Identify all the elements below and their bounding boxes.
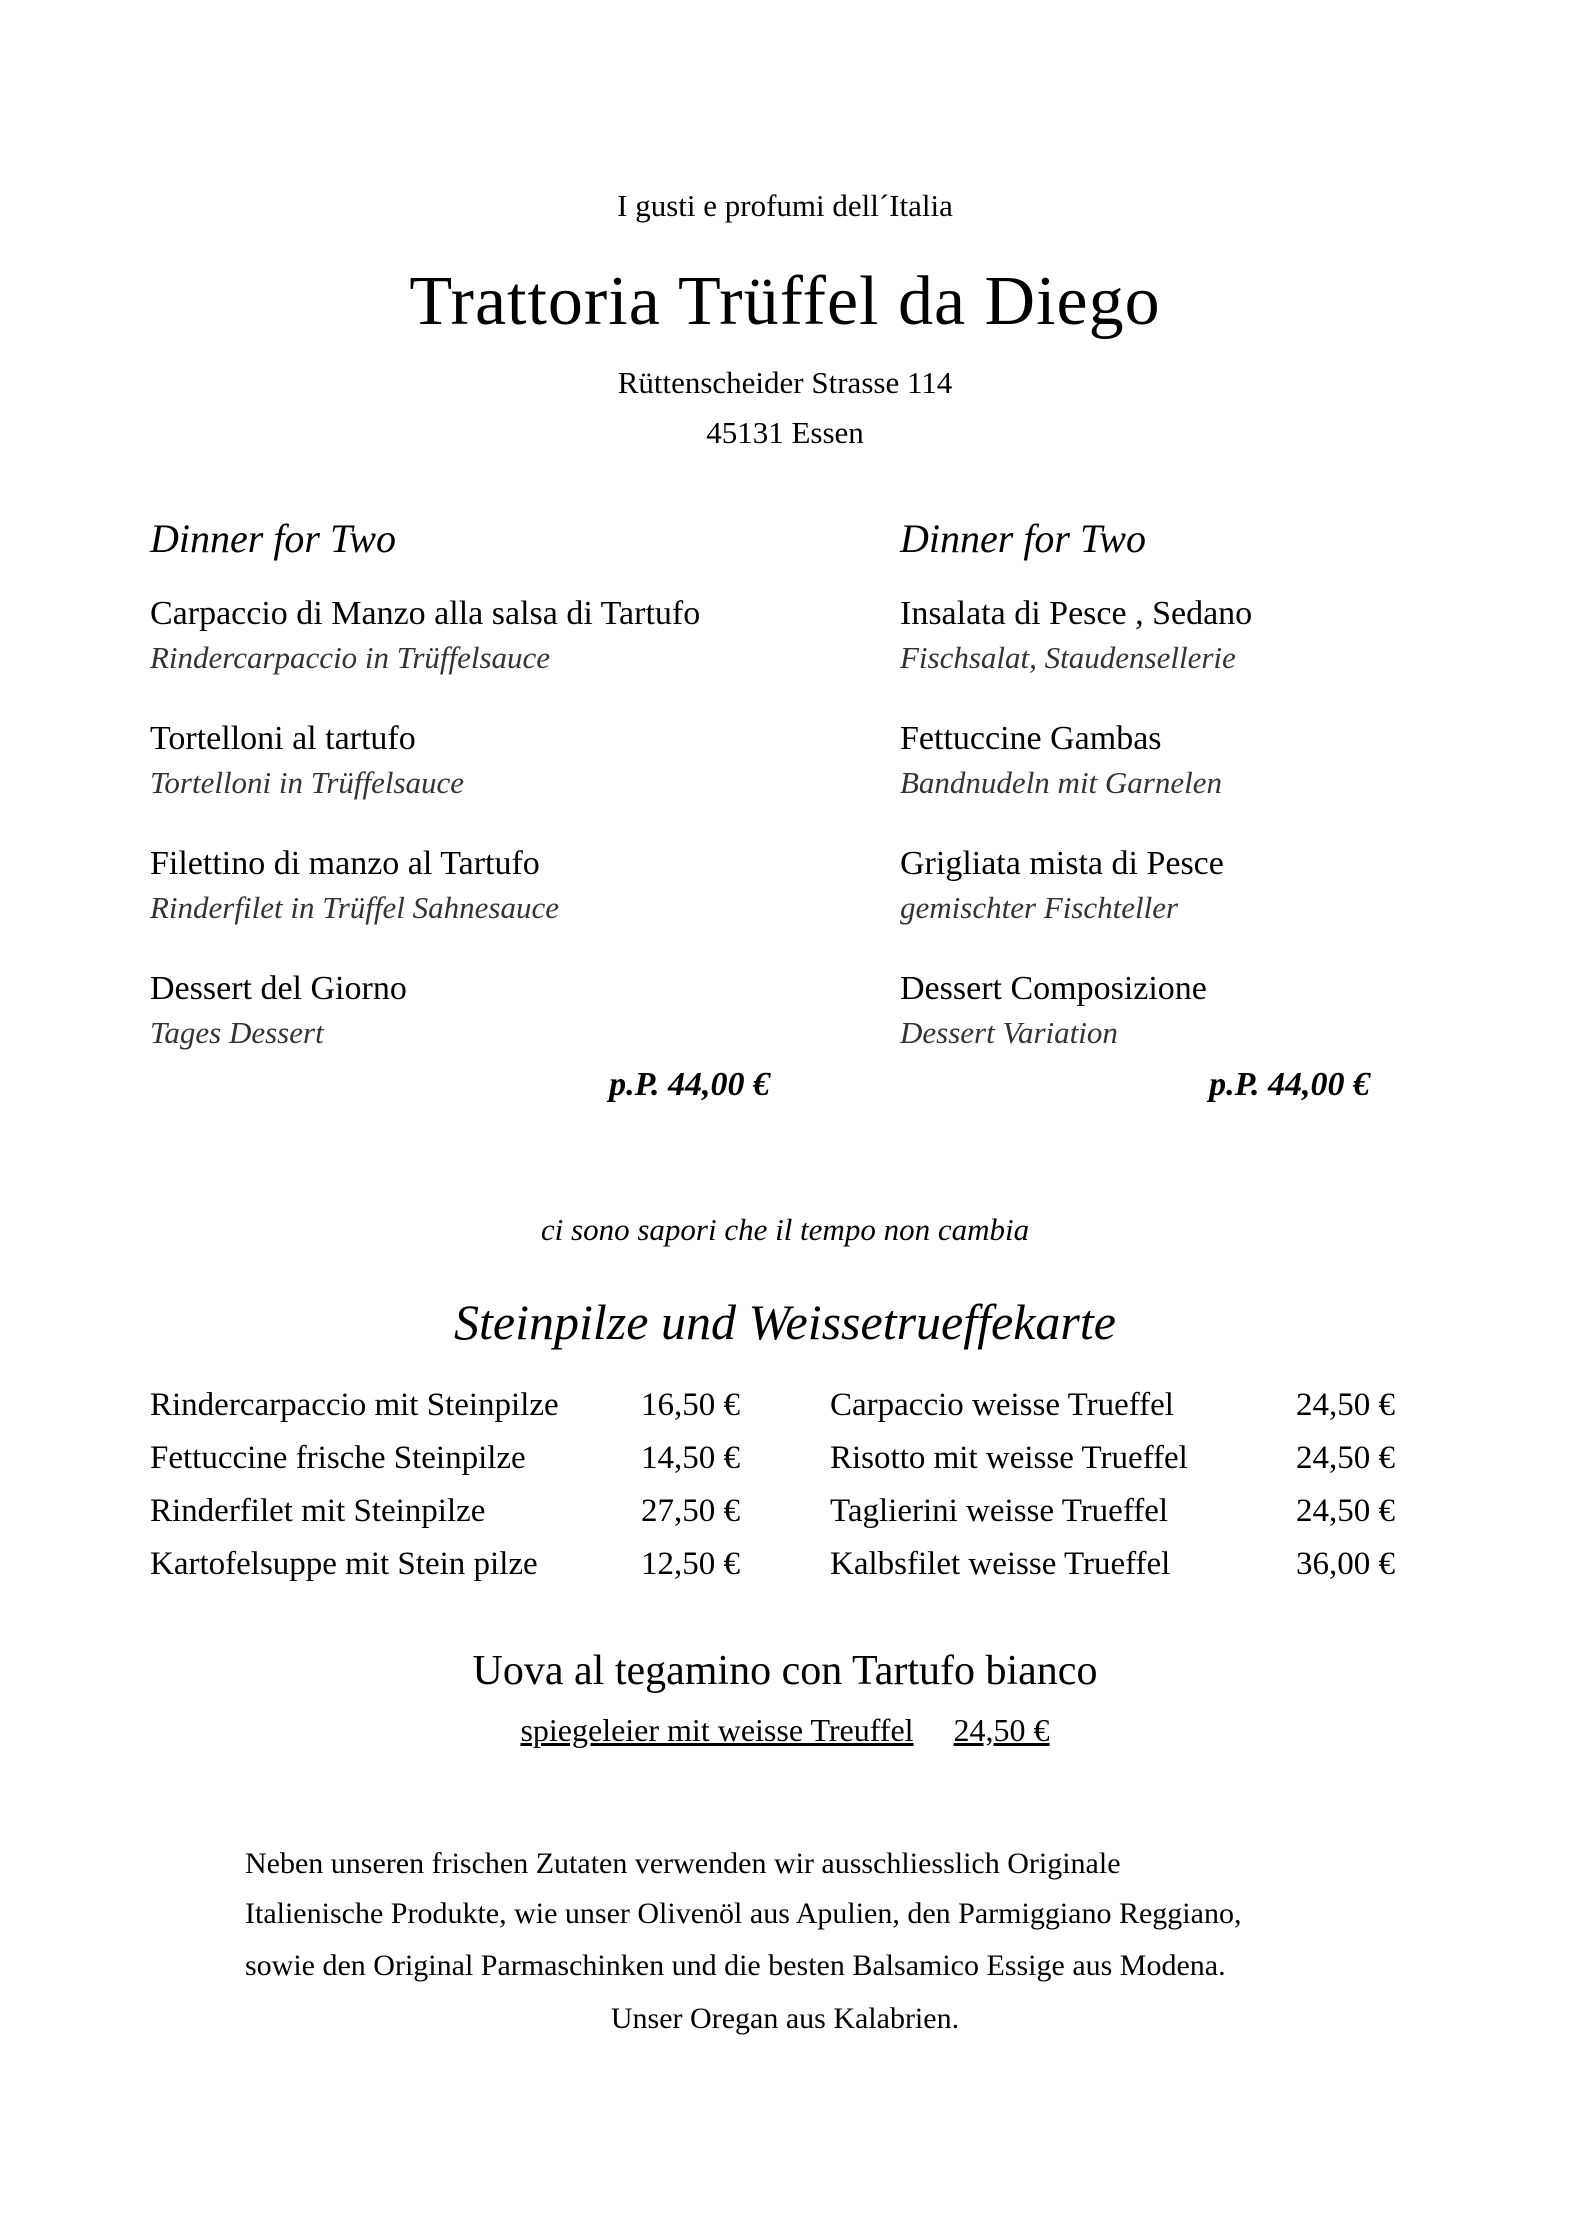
course-german: gemischter Fischteller	[900, 890, 1179, 925]
item-name: Kalbsfilet weisse Trueffel	[830, 1546, 1171, 1582]
item-price: 27,50 €	[641, 1493, 740, 1529]
tagline: I gusti e profumi dell´Italia	[617, 188, 953, 223]
table-row	[150, 1493, 740, 1546]
item-name: Rinderfilet mit Steinpilze	[150, 1493, 486, 1529]
note-line: Neben unseren frischen Zutaten verwenden wir ausschliesslich Originale	[245, 1847, 1121, 1880]
course-item	[900, 592, 1420, 680]
item-name: Taglierini weisse Trueffel	[830, 1493, 1169, 1529]
motto: ci sono sapori che il tempo non cambia	[540, 1212, 1030, 1247]
item-price: 12,50 €	[641, 1546, 740, 1582]
course-item	[900, 842, 1420, 930]
table-row	[150, 1440, 740, 1493]
restaurant-name: Trattoria Trüffel da Diego	[409, 263, 1161, 340]
dinner-price: p.P. 44,00 €	[609, 1066, 770, 1103]
table-row	[830, 1387, 1395, 1440]
course-german: Dessert Variation	[900, 1015, 1118, 1050]
item-price: 36,00 €	[1296, 1546, 1395, 1582]
dinner-heading: Dinner for Two	[150, 516, 396, 561]
course-item	[900, 717, 1420, 805]
course-italian: Insalata di Pesce , Sedano	[900, 595, 1253, 632]
course-italian: Tortelloni al tartufo	[150, 720, 416, 757]
course-italian: Grigliata mista di Pesce	[900, 845, 1224, 882]
note-line: Unser Oregan aus Kalabrien.	[610, 2002, 960, 2035]
course-german: Bandnudeln mit Garnelen	[900, 765, 1223, 800]
course-german: Tages Dessert	[150, 1015, 324, 1050]
course-italian: Dessert Composizione	[900, 970, 1207, 1007]
item-name: Carpaccio weisse Trueffel	[830, 1387, 1174, 1423]
table-row	[150, 1546, 740, 1599]
course-item	[150, 592, 790, 680]
feature-dish-name: spiegeleier mit weisse Treuffel	[520, 1712, 914, 1748]
dinner-heading: Dinner for Two	[900, 516, 1146, 561]
item-name: Risotto mit weisse Trueffel	[830, 1440, 1188, 1476]
item-price: 24,50 €	[1296, 1440, 1395, 1476]
item-price: 16,50 €	[641, 1387, 740, 1423]
item-price: 24,50 €	[1296, 1493, 1395, 1529]
course-italian: Dessert del Giorno	[150, 970, 407, 1007]
table-row	[830, 1440, 1395, 1493]
feature-dish-price: 24,50 €	[953, 1712, 1050, 1748]
course-item	[150, 717, 790, 805]
course-italian: Filettino di manzo al Tartufo	[150, 845, 540, 882]
course-item	[150, 842, 790, 930]
item-name: Rindercarpaccio mit Steinpilze	[150, 1387, 559, 1423]
item-name: Fettuccine frische Steinpilze	[150, 1440, 526, 1476]
dinner-price: p.P. 44,00 €	[1209, 1066, 1370, 1103]
item-price: 14,50 €	[641, 1440, 740, 1476]
course-italian: Carpaccio di Manzo alla salsa di Tartufo	[150, 595, 701, 632]
dinner-menu-left	[150, 515, 790, 1104]
course-italian: Fettuccine Gambas	[900, 720, 1162, 757]
course-german: Tortelloni in Trüffelsauce	[150, 765, 465, 800]
feature-dish-title: Uova al tegamino con Tartufo bianco	[472, 1648, 1098, 1694]
table-row	[830, 1546, 1395, 1599]
course-german: Rindercarpaccio in Trüffelsauce	[150, 640, 551, 675]
feature-dish-subtitle	[0, 1712, 1570, 1749]
note-line: Italienische Produkte, wie unser Olivenöl aus Apulien, den Parmiggiano Reggiano,	[245, 1897, 1242, 1930]
table-row	[830, 1493, 1395, 1546]
note-line: sowie den Original Parmaschinken und die besten Balsamico Essige aus Modena.	[245, 1949, 1226, 1982]
course-german: Rinderfilet in Trüffel Sahnesauce	[150, 890, 559, 925]
course-item	[150, 967, 790, 1055]
special-menu-title: Steinpilze und Weissetrueffekarte	[454, 1294, 1116, 1350]
address-city: 45131 Essen	[706, 415, 864, 450]
course-german: Fischsalat, Staudensellerie	[900, 640, 1236, 675]
table-row	[150, 1387, 740, 1440]
address-street: Rüttenscheider Strasse 114	[617, 365, 953, 400]
dinner-menu-right	[900, 515, 1420, 1104]
item-name: Kartofelsuppe mit Stein pilze	[150, 1546, 538, 1582]
course-item	[900, 967, 1420, 1055]
item-price: 24,50 €	[1296, 1387, 1395, 1423]
